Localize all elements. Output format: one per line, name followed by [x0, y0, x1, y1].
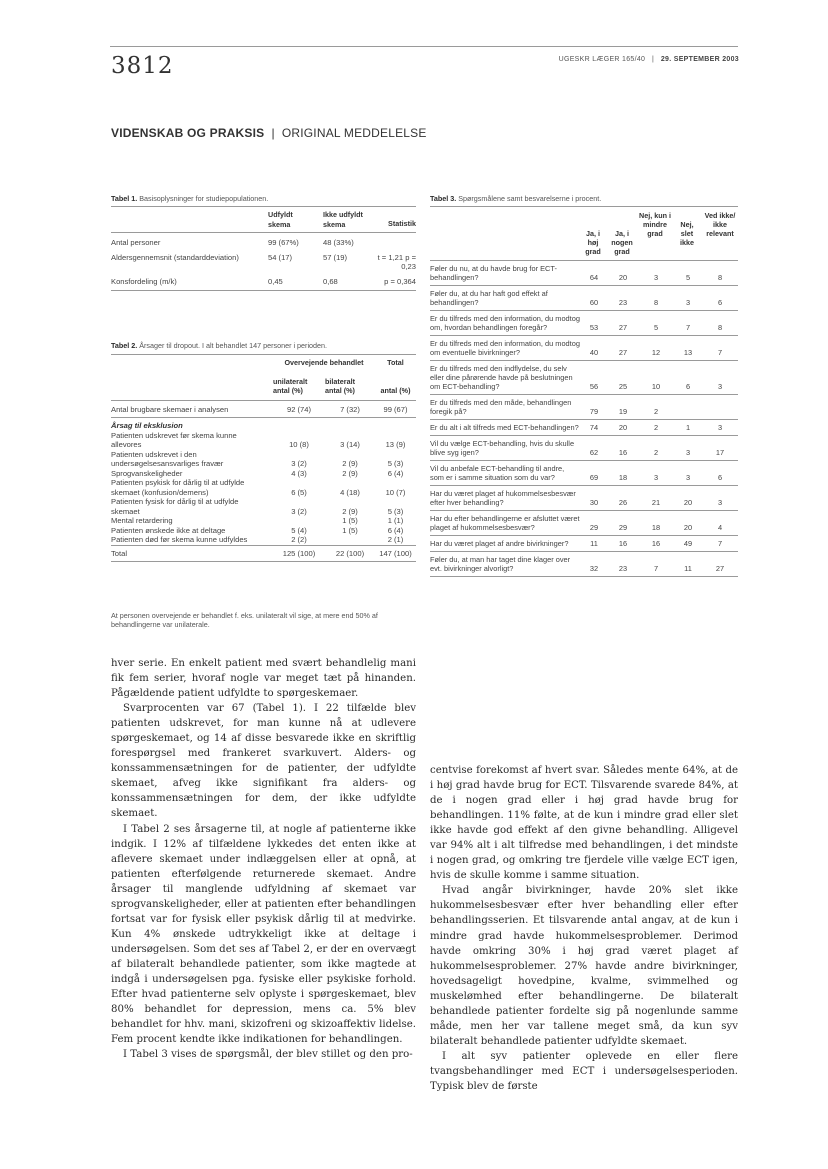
- table2-cell: 99 (67): [383, 404, 408, 414]
- table3-value: 18: [651, 523, 661, 532]
- table-row: [430, 261, 738, 286]
- table3-question: Vil du vælge ECT-behandling, hvis du skulle blive syg igen?: [430, 439, 575, 457]
- table3-value: 2: [653, 423, 659, 432]
- table2-total-header: Total: [387, 358, 404, 367]
- table3-header-cell: Ved ikke/ ikke relevant: [704, 211, 736, 238]
- table3-header-cell: Nej, slet ikke: [680, 220, 694, 247]
- table1-header-cell: Udfyldt skema: [268, 210, 293, 229]
- table3-value: 7: [717, 348, 723, 357]
- table2-cell: 92 (74): [286, 404, 312, 414]
- paragraph: Svarprocenten var 67 (Tabel 1). I 22 tilfælde blev patienten udskrevet, for man kunne nå at udlevere spørgeskemaet, og 14 af disse besvarede ikke en skriftlig forespørgsel med frankeret svarkuvert. Alders- og konssammensætningen for de patienter, der udfyldte skemaet, afveg ikke signifikant fra alders- og konssammensætningen for dem, der ikke udfyldte skemaet.: [111, 703, 416, 820]
- table-row: [111, 535, 416, 545]
- table3-value: 16: [618, 448, 628, 457]
- table3-value: 6: [685, 382, 691, 391]
- table2-cell: 3 (14): [340, 440, 360, 449]
- table3-value: 79: [589, 407, 599, 416]
- table1-cell: [373, 233, 416, 248]
- table3-value: 62: [589, 448, 599, 457]
- table3-value: 23: [618, 298, 628, 307]
- table3-value: 5: [653, 323, 659, 332]
- paragraph: hver serie. En enkelt patient med svært behandlelig mani fik fem serier, hvoraf nogle var meget tæt på hinanden. Pågældende patient udfyldte to spørgeskemaer.: [111, 658, 416, 700]
- issue-date: 29. SEPTEMBER 2003: [660, 56, 739, 63]
- table2-cell: 2 (2): [291, 535, 307, 544]
- table3-value: 16: [651, 539, 661, 548]
- table2: [111, 354, 416, 562]
- table2-caption-text: Årsager til dropout. I alt behandlet 147 personer i perioden.: [139, 341, 328, 350]
- table2-cell: 1 (5): [342, 516, 358, 525]
- table3-caption: [430, 194, 601, 203]
- table2-cell: 147 (100): [379, 548, 412, 558]
- table2-cell: 125 (100): [282, 548, 316, 558]
- table2-group-header: Overvejende behandlet: [284, 358, 364, 367]
- table-row: [111, 400, 416, 418]
- table-row: [430, 536, 738, 552]
- table3-value: 3: [685, 448, 691, 457]
- table2-cell: Patienten ønskede ikke at deltage: [111, 525, 226, 535]
- table3-value: 2: [653, 407, 659, 416]
- table3-value: 8: [653, 298, 659, 307]
- table-row: [111, 526, 416, 536]
- table2-cell: Sprogvanskeligheder: [111, 468, 183, 478]
- table3-value: 8: [717, 273, 723, 282]
- table1-header-cell: Ikke udfyldt skema: [323, 210, 363, 229]
- paragraph: centvise forekomst af hvert svar. Således mente 64%, at de i høj grad havde brug for ECT. Tilsvarende svarede 84%, at de i nogen grad eller i høj grad havde brug for behandlingen. 11% følte, at de kun i mindre grad eller slet ikke havde god effekt af den givne behandling. Alligevel var 94% alt i alt tilfredse med behandlingen, i det mindste i nogen grad, og omkring tre fjerdele ville vælge ECT igen, hvis de skulle komme i samme situation.: [430, 765, 738, 882]
- running-header: [559, 56, 739, 63]
- table3-value: 8: [717, 323, 723, 332]
- table1-header-cell: [111, 207, 268, 233]
- table3-value: 27: [618, 323, 628, 332]
- table2-cell: 3 (2): [291, 506, 307, 516]
- table3-value: 6: [717, 473, 723, 482]
- journal-name: UGESKR LÆGER 165/40: [558, 56, 646, 63]
- table-row: [111, 248, 416, 272]
- table3-value: 13: [683, 348, 693, 357]
- table3-value: 32: [589, 564, 599, 573]
- table3-question: Føler du, at du har haft god effekt af behandlingen?: [430, 289, 548, 307]
- table2-cell: 2 (1): [387, 535, 404, 544]
- table1-cell: 0,45: [268, 276, 283, 286]
- table2-group-title: Årsag til eksklusion: [111, 421, 183, 430]
- table3-value: 27: [715, 564, 725, 573]
- header-separator: |: [651, 56, 655, 63]
- table3-question: Er du alt i alt tilfreds med ECT-behandlingen?: [430, 423, 579, 432]
- table2-cell: [325, 535, 375, 545]
- table2-cell: 4 (18): [340, 487, 360, 497]
- table3-question: Føler du nu, at du havde brug for ECT-behandlingen?: [430, 264, 557, 282]
- table-row: [430, 336, 738, 361]
- body-column-right: [430, 763, 738, 1094]
- table1-caption: [111, 194, 268, 203]
- table1-cell: Konsfordeling (m/k): [111, 276, 177, 286]
- table3-value: 3: [653, 273, 659, 282]
- table1: [111, 206, 416, 291]
- table2-reasons: [111, 431, 416, 546]
- table3-value: 18: [618, 473, 628, 482]
- paragraph: I Tabel 3 vises de spørgsmål, der blev stillet og den pro-: [123, 1049, 413, 1061]
- table3-value: 11: [684, 564, 692, 573]
- paragraph: I Tabel 2 ses årsagerne til, at nogle af patienterne ikke indgik. I 12% af tilfældene lykkedes det enten ikke at aflevere skemaet under indlæggelsen eller at opnå, at patienten efterfølgende returnerede skemaet. Andre årsager til manglende udfyldning af skemaet var sprogvanskeligheder, eller at patienten efter behandlingen fortsat var for fysisk eller psykisk dårlig til at medvirke. Kun 4% ønskede udtrykkeligt ikke at deltage i undersøgelsen. Som det ses af Tabel 2, er der en overvægt af bilateralt behandlede patienter, som ikke magtede at indgå i undersøgelsen pga. fysiske eller psykiske forhold. Efter hvad patienterne selv oplyste i spørgeskemaet, blev 80% behandlet for depression, mens ca. 5% blev behandlet for hhv. mani, skizofreni og skizoaffektiv lidelse. Fem procent kendte ikke indikationen for behandlingen.: [111, 823, 416, 1046]
- table3-header-cell: Ja, i nogen grad: [611, 229, 633, 256]
- table3-value: 21: [651, 498, 661, 507]
- table1-label: Tabel 1.: [111, 194, 138, 203]
- table3-value: 3: [685, 473, 691, 482]
- table1-cell: p = 0,364: [384, 276, 416, 286]
- table3-label: Tabel 3.: [430, 194, 457, 203]
- table3-value: 49: [683, 539, 693, 548]
- table-row: [430, 461, 738, 486]
- table2-cell: 1 (1): [387, 516, 404, 525]
- table2-cell: 6 (5): [291, 487, 307, 497]
- table3-value: 16: [618, 539, 628, 548]
- table3-value: 3: [653, 473, 659, 482]
- table2-cell: Mental retardering: [111, 516, 173, 525]
- table-row: [430, 395, 738, 420]
- table3-value: 56: [589, 382, 599, 391]
- table3-header-cell: Ja, i høj grad: [585, 229, 601, 256]
- table-row: [111, 233, 416, 248]
- table3-value: 60: [589, 298, 599, 307]
- table2-cell: 5 (3): [387, 506, 404, 516]
- table3-value: 53: [589, 323, 599, 332]
- table2-cell: 4 (3): [291, 468, 307, 478]
- table2-label: Tabel 2.: [111, 341, 138, 350]
- table2-cell: 5 (4): [291, 525, 307, 535]
- table2-caption: [111, 341, 327, 350]
- table-row: [430, 420, 738, 436]
- table2-footnote: At personen overvejende er behandlet f. eks. unilateralt vil sige, at mere end 50% af behandlingerne var unilaterale.: [111, 611, 378, 629]
- table-row: [430, 486, 738, 511]
- table2-cell: 2 (9): [342, 506, 358, 516]
- table1-cell: Antal personer: [111, 238, 161, 247]
- table3-value: 20: [618, 273, 628, 282]
- table3-value: 40: [589, 348, 599, 357]
- table3-value: 17: [715, 448, 725, 457]
- table-row: [111, 431, 416, 450]
- table-row: [430, 511, 738, 536]
- table1-cell: 57 (19): [323, 252, 348, 262]
- table3-value: 2: [653, 448, 659, 457]
- table2-subheader: bilateralt antal (%): [325, 376, 355, 395]
- table2-cell: Patienten udskrevet i den undersøgelsesansvarliges fravær: [111, 449, 224, 468]
- table-row: [111, 469, 416, 479]
- table3-value: 7: [653, 564, 659, 573]
- table2-cell: 10 (8): [289, 440, 309, 449]
- table3-value: 3: [717, 423, 723, 432]
- table1-cell: 99 (67%): [268, 238, 299, 247]
- table3-value: 6: [717, 298, 723, 307]
- table3: [430, 206, 738, 577]
- table3-value: 74: [589, 423, 599, 432]
- table-row: [111, 497, 416, 516]
- section-title: VIDENSKAB OG PRAKSIS: [111, 126, 265, 140]
- table3-question: Har du været plaget af andre bivirkninger?: [430, 539, 569, 548]
- table-row: [111, 516, 416, 526]
- paragraph: Hvad angår bivirkninger, havde 20% slet ikke hukommelsesbesvær efter hver behandling eller efter behandlingsserien. Et tilsvarende antal angav, at de kun i mindre grad havde hukommelsesproblemer. Derimod havde omkring 30% i høj grad været plaget af hukommelsesproblemer. 27% havde andre bivirkninger, hovedsageligt hovedpine, kvalme, svimmelhed og muskelømhed efter behandlingerne. De bilateralt behandlede patienter fordelte sig på nogenlunde samme måde, men her var tallene meget små, da kun syv bilateralt behandlede patienter udfyldte skemaet.: [430, 885, 738, 1047]
- table3-value: 7: [685, 323, 691, 332]
- table-row: [111, 272, 416, 291]
- table-row: [430, 552, 738, 577]
- page-number: 3812: [111, 53, 174, 79]
- table3-value: 20: [683, 523, 693, 532]
- table3-value: 20: [618, 423, 628, 432]
- table2-cell: 3 (2): [291, 459, 307, 468]
- section-heading: [111, 126, 427, 140]
- header-rule: [110, 46, 738, 47]
- table2-cell: Antal brugbare skemaer i analysen: [111, 404, 229, 414]
- table3-value: 26: [618, 498, 628, 507]
- table3-value: 7: [717, 539, 723, 548]
- table3-value: 11: [590, 539, 598, 548]
- table-row: [430, 286, 738, 311]
- section-subtitle: ORIGINAL MEDDELELSE: [281, 126, 427, 140]
- table-row: [111, 545, 416, 562]
- table2-subheader: antal (%): [380, 385, 411, 395]
- table1-caption-text: Basisoplysninger for studiepopulationen.: [139, 194, 269, 203]
- table3-value: 25: [618, 382, 628, 391]
- table2-cell: Patienten død før skema kunne udfyldes: [111, 535, 248, 544]
- table1-cell: Aldersgennemsnit (standarddeviation): [111, 252, 239, 262]
- table-row: [111, 478, 416, 497]
- table3-value: [674, 395, 702, 420]
- table3-value: 3: [717, 382, 723, 391]
- table3-value: 20: [683, 498, 693, 507]
- table2-subheader: unilateralt antal (%): [273, 376, 308, 395]
- table3-value: 4: [717, 523, 723, 532]
- table3-question: Er du tilfreds med den information, du modtog om eventuelle bivirkninger?: [430, 339, 580, 357]
- table3-question: Vil du anbefale ECT-behandling til andre, som er i samme situation som du var?: [430, 464, 565, 482]
- table3-question: Har du været plaget af hukommelsesbesvær efter hver behandling?: [430, 489, 576, 507]
- table3-question: Er du tilfreds med den måde, behandlingen foregik på?: [430, 398, 572, 416]
- table3-question: Er du tilfreds med den indflydelse, du selv eller dine pårørende havde på beslutningen om ECT-behandling?: [430, 364, 573, 391]
- table2-cell: 2 (9): [342, 459, 358, 468]
- table3-value: 69: [589, 473, 599, 482]
- table2-cell: Patienten psykisk for dårlig til at udfylde skemaet (konfusion/demens): [111, 478, 245, 497]
- paragraph: I alt syv patienter oplevede en eller flere tvangsbehandlinger med ECT i undersøgelsesperioden. Typisk blev de første: [430, 1050, 738, 1092]
- body-column-left: [111, 656, 416, 1062]
- table3-value: 29: [589, 523, 599, 532]
- table3-value: 29: [618, 523, 628, 532]
- table3-value: 64: [589, 273, 599, 282]
- table3-value: 1: [685, 423, 691, 432]
- table2-cell: 6 (4): [387, 468, 404, 478]
- table1-cell: t = 1,21 p = 0,23: [377, 252, 416, 271]
- table1-cell: 48 (33%): [323, 238, 354, 247]
- table2-cell: 6 (4): [387, 525, 404, 535]
- table3-value: 10: [651, 382, 661, 391]
- table3-caption-text: Spørgsmålene samt besvarelserne i procent.: [458, 194, 602, 203]
- table3-value: 27: [618, 348, 628, 357]
- table3-value: 30: [589, 498, 599, 507]
- table2-cell: Patienten fysisk for dårlig til at udfylde skemaet: [111, 497, 239, 516]
- table3-question: Føler du, at man har taget dine klager over evt. bivirkninger alvorligt?: [430, 555, 571, 573]
- table2-cell: 2 (9): [342, 468, 358, 478]
- table-row: [430, 311, 738, 336]
- table3-value: 23: [618, 564, 628, 573]
- table1-cell: 0,68: [323, 276, 338, 286]
- table2-cell: 1 (5): [342, 525, 358, 535]
- table2-cell: Total: [111, 548, 128, 558]
- table-row: [430, 361, 738, 395]
- table3-value: 12: [651, 348, 661, 357]
- table3-question: Er du tilfreds med den information, du modtog om, hvordan behandlingen foregår?: [430, 314, 580, 332]
- table3-value: 19: [618, 407, 628, 416]
- table-row: [111, 450, 416, 469]
- table2-cell: 5 (3): [387, 459, 404, 468]
- table3-header-cell: Nej, kun i mindre grad: [639, 211, 671, 238]
- table2-cell: Patienten udskrevet før skema kunne allevores: [111, 430, 237, 449]
- table2-cell: 7 (32): [340, 404, 360, 414]
- table3-question: Har du efter behandlingerne er afsluttet været plaget af hukommelsesbesvær?: [430, 514, 580, 532]
- table3-value: [702, 395, 738, 420]
- section-divider: |: [271, 126, 275, 140]
- table2-cell: 22 (100): [335, 548, 365, 558]
- table2-cell: 13 (9): [385, 440, 406, 449]
- table3-body: [430, 261, 738, 577]
- table2-cell: 10 (7): [385, 487, 406, 497]
- table1-header-cell: Statistik: [388, 219, 416, 228]
- table3-value: 3: [685, 298, 691, 307]
- table1-cell: 54 (17): [268, 252, 293, 262]
- table3-value: 5: [685, 273, 691, 282]
- table-row: [430, 436, 738, 461]
- table3-value: 3: [717, 498, 723, 507]
- table2-cell: [273, 516, 325, 526]
